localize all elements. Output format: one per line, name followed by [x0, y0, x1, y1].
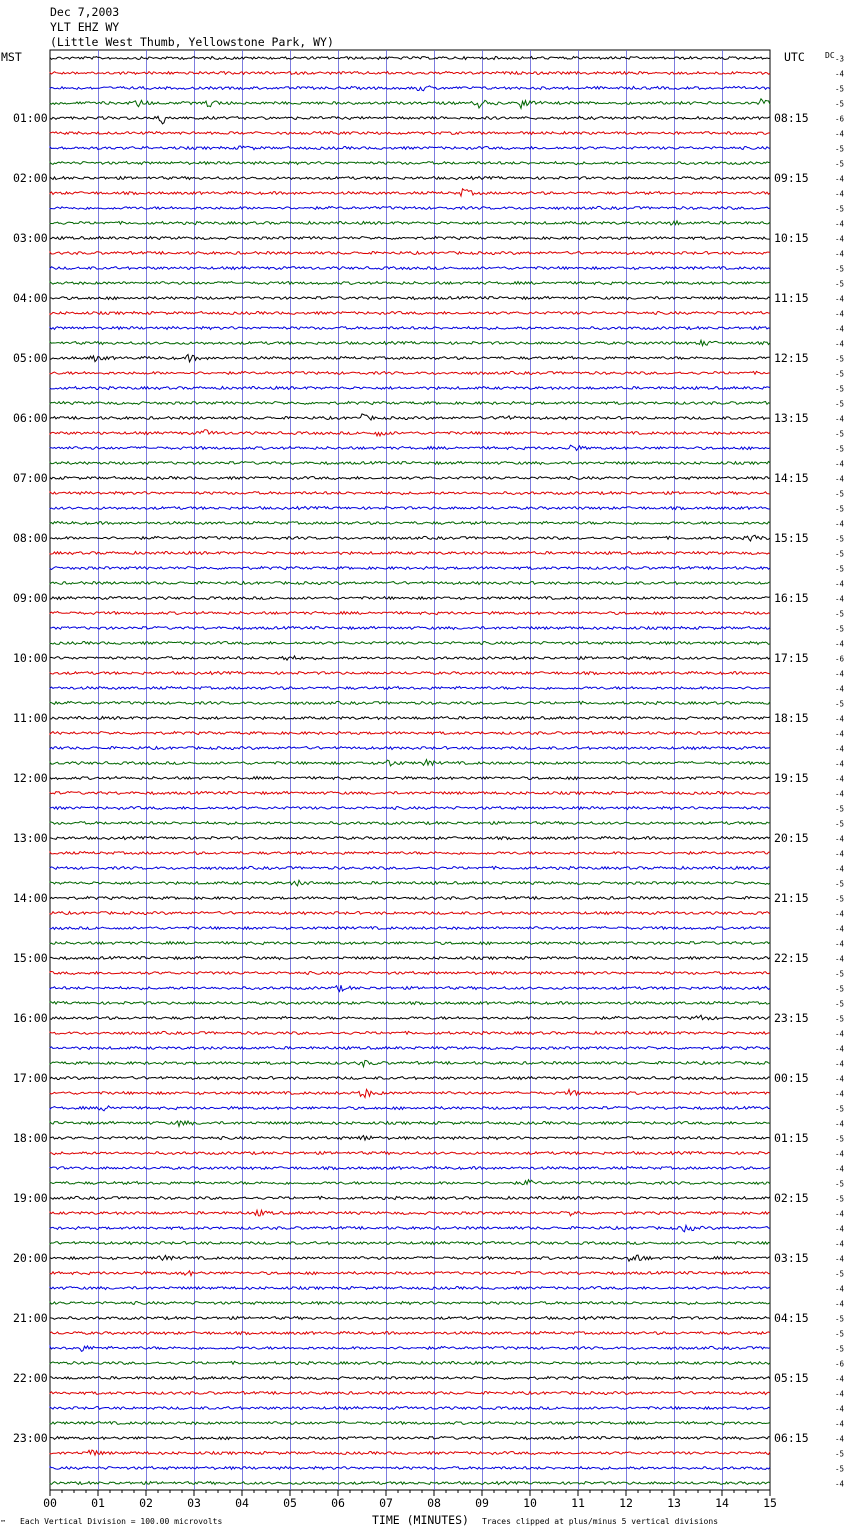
left-hour-label: 22:00	[13, 1371, 48, 1385]
dc-offset-label: -5	[835, 1179, 845, 1189]
dc-offset-label: -4	[835, 1029, 845, 1039]
dc-offset-label: -5	[835, 969, 845, 979]
right-hour-label: 01:15	[774, 1131, 809, 1145]
right-hour-label: 16:15	[774, 591, 809, 605]
dc-offset-label: -4	[835, 1164, 845, 1174]
right-hour-label: 02:15	[774, 1191, 809, 1205]
seismic-trace	[50, 477, 770, 480]
dc-offset-label: -4	[835, 594, 845, 604]
dc-offset-label: -4	[835, 294, 845, 304]
seismic-trace	[50, 267, 770, 270]
left-hour-label: 14:00	[13, 891, 48, 905]
seismic-trace	[50, 445, 770, 450]
footer-clip: Traces clipped at plus/minus 5 vertical divisions	[482, 1517, 719, 1526]
dc-offset-label: -4	[835, 579, 845, 589]
dc-offset-label: -5	[835, 1269, 845, 1279]
dc-offset-label: -4	[835, 1479, 845, 1489]
dc-offset-label: -4	[835, 459, 845, 469]
x-tick-label: 10	[523, 1496, 537, 1510]
dc-offset-label: -5	[835, 1014, 845, 1024]
seismic-trace	[50, 86, 770, 91]
seismic-trace	[50, 1422, 770, 1425]
dc-offset-label: -4	[835, 849, 845, 859]
seismic-trace	[50, 1467, 770, 1470]
dc-offset-label: -5	[835, 1314, 845, 1324]
label-layer	[1, 5, 845, 1527]
seismic-trace	[50, 252, 770, 255]
seismic-trace	[50, 1089, 770, 1097]
footer-corner-mark: ™	[1, 1519, 6, 1527]
right-hour-label: 10:15	[774, 231, 809, 245]
seismic-trace	[50, 1377, 770, 1380]
dc-offset-label: -4	[835, 474, 845, 484]
dc-offset-label: -4	[835, 954, 845, 964]
seismic-trace	[50, 177, 770, 180]
dc-offset-label: -5	[835, 489, 845, 499]
dc-offset-label: -4	[835, 939, 845, 949]
seismic-trace	[50, 866, 770, 869]
dc-offset-label: -4	[835, 714, 845, 724]
dc-offset-label: -4	[835, 1224, 845, 1234]
plot-frame	[50, 50, 770, 1490]
dc-offset-label: -4	[835, 1209, 845, 1219]
seismic-trace	[50, 822, 770, 825]
seismic-trace	[50, 206, 770, 209]
dc-offset-label: -4	[835, 834, 845, 844]
dc-offset-label: -5	[835, 264, 845, 274]
dc-offset-label: -5	[835, 984, 845, 994]
dc-offset-label: -5	[835, 354, 845, 364]
dc-offset-label: -4	[835, 1149, 845, 1159]
dc-offset-label: -4	[835, 519, 845, 529]
seismic-trace	[50, 340, 770, 345]
seismic-trace	[50, 837, 770, 840]
x-tick-label: 01	[91, 1496, 105, 1510]
right-hour-label: 03:15	[774, 1251, 809, 1265]
right-hour-label: 14:15	[774, 471, 809, 485]
right-hour-label: 17:15	[774, 651, 809, 665]
dc-offset-label: -4	[835, 1299, 845, 1309]
seismic-trace	[50, 312, 770, 315]
right-hour-label: 19:15	[774, 771, 809, 785]
left-hour-label: 19:00	[13, 1191, 48, 1205]
seismic-trace	[50, 880, 770, 886]
seismic-trace	[50, 760, 770, 766]
dc-offset-label: -4	[835, 1389, 845, 1399]
trace-layer	[50, 57, 770, 1485]
left-timezone-label: MST	[1, 50, 22, 64]
seismic-trace	[50, 1031, 770, 1034]
dc-offset-label: -5	[835, 564, 845, 574]
seismic-trace	[50, 1255, 770, 1261]
header-date: Dec 7,2003	[50, 5, 120, 19]
right-hour-label: 11:15	[774, 291, 809, 305]
seismic-trace	[50, 1482, 770, 1485]
dc-offset-label: -4	[835, 684, 845, 694]
right-hour-label: 05:15	[774, 1371, 809, 1385]
x-tick-label: 04	[235, 1496, 249, 1510]
seismic-trace	[50, 535, 770, 541]
seismic-trace	[50, 972, 770, 975]
dc-offset-label: -4	[835, 774, 845, 784]
seismic-trace	[50, 1332, 770, 1335]
seismic-trace	[50, 1392, 770, 1395]
seismic-trace	[50, 57, 770, 60]
dc-offset-label: -5	[835, 879, 845, 889]
left-hour-label: 23:00	[13, 1431, 48, 1445]
seismic-trace	[50, 162, 770, 165]
seismic-trace	[50, 912, 770, 915]
dc-offset-label: -4	[835, 924, 845, 934]
left-hour-label: 21:00	[13, 1311, 48, 1325]
dc-offset-label: -4	[835, 639, 845, 649]
dc-offset-label: -5	[835, 819, 845, 829]
seismic-trace	[50, 99, 770, 109]
seismic-trace	[50, 1180, 770, 1185]
x-tick-label: 02	[139, 1496, 153, 1510]
right-hour-label: 15:15	[774, 531, 809, 545]
dc-offset-label: -4	[835, 309, 845, 319]
dc-offset-label: -6	[835, 114, 845, 124]
dc-offset-label: -5	[835, 504, 845, 514]
dc-offset-label: -5	[835, 534, 845, 544]
seismic-trace	[50, 297, 770, 300]
seismic-trace	[50, 355, 770, 362]
dc-offset-label: -4	[835, 744, 845, 754]
left-hour-label: 01:00	[13, 111, 48, 125]
left-hour-label: 07:00	[13, 471, 48, 485]
x-tick-label: 11	[571, 1496, 585, 1510]
left-hour-label: 03:00	[13, 231, 48, 245]
x-tick-label: 14	[715, 1496, 729, 1510]
seismic-trace	[50, 521, 770, 524]
seismic-trace	[50, 1450, 770, 1455]
seismic-trace	[50, 1287, 770, 1290]
left-hour-label: 02:00	[13, 171, 48, 185]
x-tick-label: 07	[379, 1496, 393, 1510]
dc-offset-label: -4	[835, 1434, 845, 1444]
x-tick-label: 13	[667, 1496, 681, 1510]
header-location: (Little West Thumb, Yellowstone Park, WY)	[50, 35, 334, 49]
dc-offset-label: -4	[835, 339, 845, 349]
right-hour-label: 06:15	[774, 1431, 809, 1445]
dc-offset-label: -4	[835, 174, 845, 184]
seismic-trace	[50, 237, 770, 240]
dc-offset-label: -4	[835, 909, 845, 919]
left-hour-label: 12:00	[13, 771, 48, 785]
x-tick-label: 09	[475, 1496, 489, 1510]
seismic-trace	[50, 1060, 770, 1066]
seismic-trace	[50, 897, 770, 900]
seismic-trace	[50, 1437, 770, 1440]
dc-offset-label: -4	[835, 1404, 845, 1414]
right-hour-label: 21:15	[774, 891, 809, 905]
dc-offset-label: -5	[835, 894, 845, 904]
left-hour-label: 10:00	[13, 651, 48, 665]
dc-offset-label: -4	[835, 864, 845, 874]
seismic-trace	[50, 686, 770, 689]
seismic-trace	[50, 732, 770, 735]
seismic-trace	[50, 747, 770, 750]
x-axis-title: TIME (MINUTES)	[372, 1513, 469, 1527]
right-hour-label: 09:15	[774, 171, 809, 185]
seismic-trace	[50, 507, 770, 510]
seismic-trace	[50, 1271, 770, 1276]
dc-offset-label: -4	[835, 1284, 845, 1294]
dc-offset-label: -4	[835, 1089, 845, 1099]
dc-offset-label: -4	[835, 1119, 845, 1129]
seismic-trace	[50, 132, 770, 135]
left-hour-label: 08:00	[13, 531, 48, 545]
right-hour-label: 18:15	[774, 711, 809, 725]
dc-offset-label: -5	[835, 1329, 845, 1339]
dc-offset-label: -5	[835, 1104, 845, 1114]
seismic-trace	[50, 327, 770, 330]
left-hour-label: 05:00	[13, 351, 48, 365]
seismic-trace	[50, 1152, 770, 1155]
dc-offset-label: -4	[835, 1254, 845, 1264]
right-hour-label: 20:15	[774, 831, 809, 845]
left-hour-label: 04:00	[13, 291, 48, 305]
dc-offset-label: -4	[835, 789, 845, 799]
seismic-trace	[50, 985, 770, 991]
left-hour-label: 13:00	[13, 831, 48, 845]
seismic-trace	[50, 387, 770, 390]
left-hour-label: 20:00	[13, 1251, 48, 1265]
right-hour-label: 23:15	[774, 1011, 809, 1025]
dc-offset-label: -4	[835, 1044, 845, 1054]
right-hour-label: 04:15	[774, 1311, 809, 1325]
dc-offset-label: -5	[835, 624, 845, 634]
seismic-trace	[50, 1361, 770, 1364]
seismic-trace	[50, 1015, 770, 1020]
seismic-trace	[50, 1317, 770, 1320]
dc-offset-label: -5	[835, 804, 845, 814]
dc-offset-label: -5	[835, 549, 845, 559]
dc-offset-label: -5	[835, 1344, 845, 1354]
left-hour-label: 16:00	[13, 1011, 48, 1025]
left-hour-label: 18:00	[13, 1131, 48, 1145]
seismic-trace	[50, 672, 770, 675]
dc-offset-label: -5	[835, 609, 845, 619]
seismic-trace	[50, 957, 770, 960]
dc-offset-label: -4	[835, 1374, 845, 1384]
seismic-trace	[50, 612, 770, 615]
dc-offset-label: -5	[835, 1464, 845, 1474]
dc-offset-label: -4	[835, 1239, 845, 1249]
dc-offset-label: -4	[835, 1419, 845, 1429]
seismic-trace	[50, 1302, 770, 1305]
dc-offset-label: -5	[835, 399, 845, 409]
seismic-trace	[50, 567, 770, 570]
seismic-trace	[50, 942, 770, 945]
seismic-trace	[50, 492, 770, 495]
seismic-trace	[50, 927, 770, 930]
seismic-trace	[50, 462, 770, 465]
right-hour-label: 13:15	[774, 411, 809, 425]
seismic-trace	[50, 1196, 770, 1199]
dc-offset-label: -4	[835, 669, 845, 679]
seismic-trace	[50, 642, 770, 645]
seismic-trace	[50, 146, 770, 150]
seismic-trace	[50, 371, 770, 374]
dc-offset-label: -5	[835, 444, 845, 454]
dc-offset-label: -4	[835, 69, 845, 79]
seismic-trace	[50, 1242, 770, 1245]
left-hour-label: 15:00	[13, 951, 48, 965]
seismic-trace	[50, 1136, 770, 1141]
seismic-trace	[50, 807, 770, 810]
dc-offset-label: -4	[835, 1074, 845, 1084]
x-tick-label: 15	[763, 1496, 777, 1510]
dc-offset-label: -4	[835, 1059, 845, 1069]
x-tick-label: 00	[43, 1496, 57, 1510]
seismic-trace	[50, 701, 770, 704]
seismic-trace	[50, 221, 770, 225]
seismic-trace	[50, 1121, 770, 1126]
dc-offset-label: -4	[835, 324, 845, 334]
dc-offset-label: -3	[835, 54, 845, 64]
right-hour-label: 22:15	[774, 951, 809, 965]
seismic-trace	[50, 71, 770, 74]
seismic-trace	[50, 1346, 770, 1351]
seismic-trace	[50, 552, 770, 555]
dc-offset-label: -5	[835, 999, 845, 1009]
dc-offset-label: -4	[835, 189, 845, 199]
dc-offset-label: -5	[835, 1134, 845, 1144]
dc-offset-label: -5	[835, 1449, 845, 1459]
dc-offset-label: -5	[835, 384, 845, 394]
dc-offset-label: -5	[835, 369, 845, 379]
seismic-trace	[50, 414, 770, 420]
seismic-trace	[50, 851, 770, 854]
seismic-trace	[50, 1106, 770, 1111]
seismic-trace	[50, 430, 770, 436]
right-timezone-label: UTC	[784, 50, 805, 64]
dc-offset-label: -5	[835, 159, 845, 169]
dc-offset-label: -5	[835, 144, 845, 154]
seismic-trace	[50, 792, 770, 795]
dc-label: DC	[825, 51, 835, 60]
seismic-trace	[50, 597, 770, 600]
seismic-trace	[50, 1077, 770, 1080]
dc-offset-label: -6	[835, 1359, 845, 1369]
right-hour-label: 12:15	[774, 351, 809, 365]
seismic-trace	[50, 717, 770, 720]
dc-offset-label: -5	[835, 99, 845, 109]
seismic-trace	[50, 1407, 770, 1410]
dc-offset-label: -4	[835, 219, 845, 229]
dc-offset-label: -6	[835, 654, 845, 664]
dc-offset-label: -4	[835, 759, 845, 769]
x-tick-label: 05	[283, 1496, 297, 1510]
dc-offset-label: -4	[835, 129, 845, 139]
seismic-trace	[50, 189, 770, 196]
header-station: YLT EHZ WY	[50, 20, 120, 34]
left-hour-label: 06:00	[13, 411, 48, 425]
seismic-trace	[50, 1167, 770, 1170]
seismic-trace	[50, 1002, 770, 1005]
left-hour-label: 17:00	[13, 1071, 48, 1085]
dc-offset-label: -5	[835, 279, 845, 289]
x-tick-label: 12	[619, 1496, 633, 1510]
x-tick-label: 03	[187, 1496, 201, 1510]
seismic-trace	[50, 777, 770, 780]
dc-offset-label: -5	[835, 204, 845, 214]
dc-offset-label: -4	[835, 729, 845, 739]
seismic-trace	[50, 1225, 770, 1231]
dc-offset-label: -5	[835, 84, 845, 94]
seismic-trace	[50, 116, 770, 124]
dc-offset-label: -4	[835, 414, 845, 424]
seismic-trace	[50, 282, 770, 285]
dc-offset-label: -5	[835, 699, 845, 709]
dc-offset-label: -5	[835, 1194, 845, 1204]
left-hour-label: 11:00	[13, 711, 48, 725]
dc-offset-label: -5	[835, 429, 845, 439]
dc-offset-label: -4	[835, 249, 845, 259]
seismic-trace	[50, 627, 770, 630]
left-hour-label: 09:00	[13, 591, 48, 605]
seismic-trace	[50, 1047, 770, 1050]
seismic-trace	[50, 1210, 770, 1216]
right-hour-label: 00:15	[774, 1071, 809, 1085]
seismic-trace	[50, 582, 770, 585]
x-tick-label: 08	[427, 1496, 441, 1510]
dc-offset-label: -4	[835, 234, 845, 244]
x-tick-label: 06	[331, 1496, 345, 1510]
seismic-trace	[50, 656, 770, 660]
seismic-trace	[50, 402, 770, 405]
right-hour-label: 08:15	[774, 111, 809, 125]
footer-scale: Each Vertical Division = 100.00 microvolts	[20, 1517, 223, 1526]
